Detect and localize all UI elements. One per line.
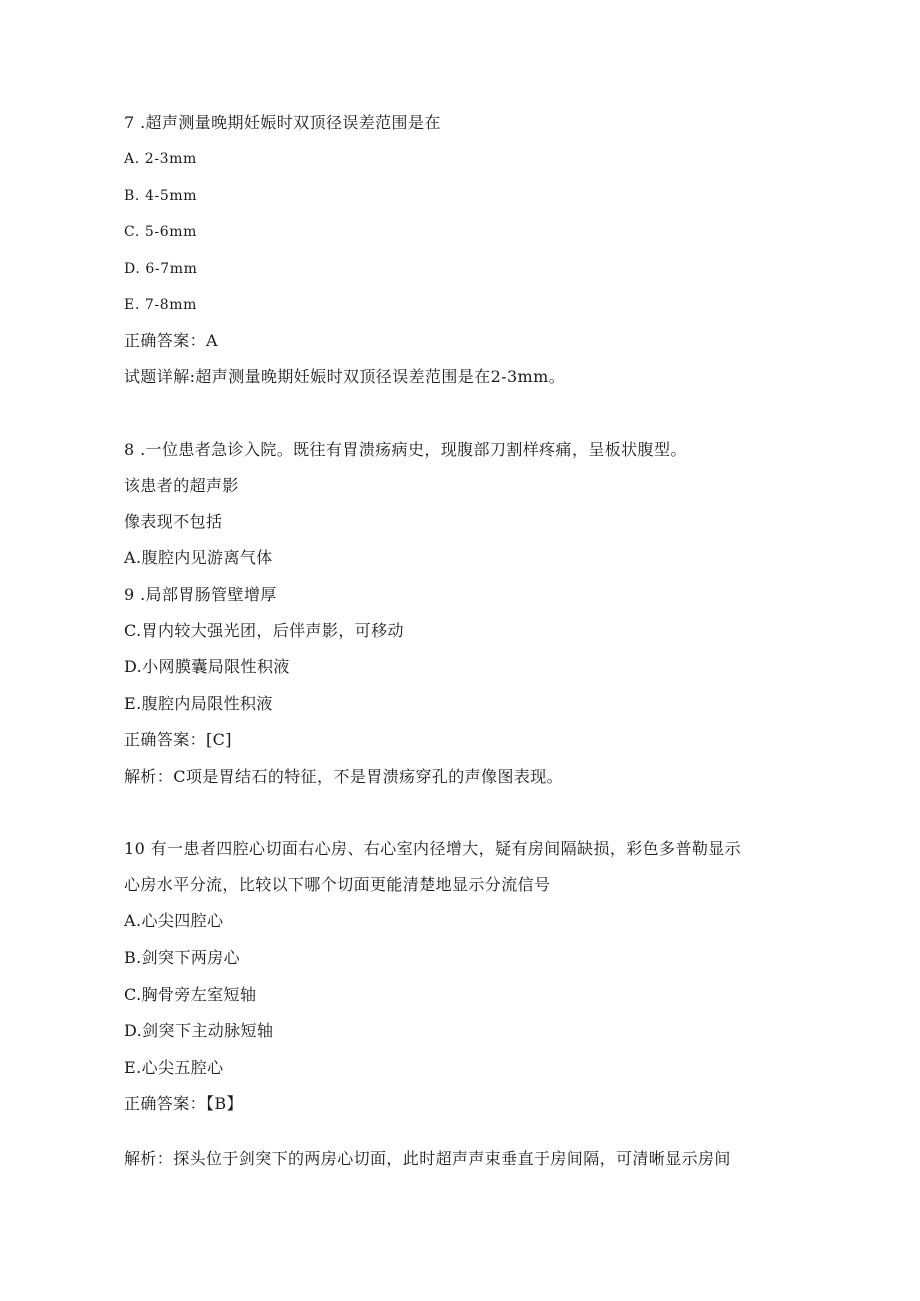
q8-option-b: 9 .局部胃肠管壁增厚	[124, 585, 277, 604]
q8-option-a: A.腹腔内见游离气体	[124, 548, 273, 567]
q7-option-b: B. 4-5mm	[124, 188, 198, 204]
q8-option-d: D.小网膜囊局限性积液	[124, 657, 290, 676]
q10-option-c: C.胸骨旁左室短轴	[124, 985, 257, 1004]
q10-question: 10 有一患者四腔心切面右心房、右心室内径增大，疑有房间隔缺损，彩色多普勒显示	[124, 839, 742, 858]
q8-question-line2: 该患者的超声影	[124, 476, 239, 495]
q8-answer: 正确答案：[C]	[124, 730, 232, 749]
q7-option-a: A. 2-3mm	[124, 151, 197, 167]
q8-explanation: 解析：C项是胃结石的特征，不是胃溃疡穿孔的声像图表现。	[124, 767, 564, 786]
q7-option-e: E. 7-8mm	[124, 297, 198, 313]
q7-question: 7 .超声测量晚期妊娠时双顶径误差范围是在	[124, 113, 441, 132]
q10-option-a: A.心尖四腔心	[124, 911, 224, 930]
q10-explanation: 解析：探头位于剑突下的两房心切面，此时超声声束垂直于房间隔，可清晰显示房间	[124, 1149, 731, 1168]
q10-option-d: D.剑突下主动脉短轴	[124, 1021, 274, 1040]
q10-answer: 正确答案：【B】	[124, 1094, 243, 1113]
q10-question-line2: 心房水平分流，比较以下哪个切面更能清楚地显示分流信号	[124, 875, 551, 894]
q7-answer: 正确答案：A	[124, 331, 218, 350]
q10-option-e: E.心尖五腔心	[124, 1058, 224, 1077]
q8-question: 8 .一位患者急诊入院。既往有胃溃疡病史，现腹部刀割样疼痛，呈板状腹型。	[124, 440, 687, 459]
q8-question-line3: 像表现不包括	[124, 512, 223, 531]
q7-option-c: C. 5-6mm	[124, 224, 198, 240]
q7-option-d: D. 6-7mm	[124, 261, 198, 277]
q8-option-c: C.胃内较大强光团，后伴声影，可移动	[124, 621, 404, 640]
q7-explanation: 试题详解:超声测量晚期妊娠时双顶径误差范围是在2-3mm。	[124, 367, 566, 386]
q8-option-e: E.腹腔内局限性积液	[124, 694, 273, 713]
q10-option-b: B.剑突下两房心	[124, 948, 241, 967]
